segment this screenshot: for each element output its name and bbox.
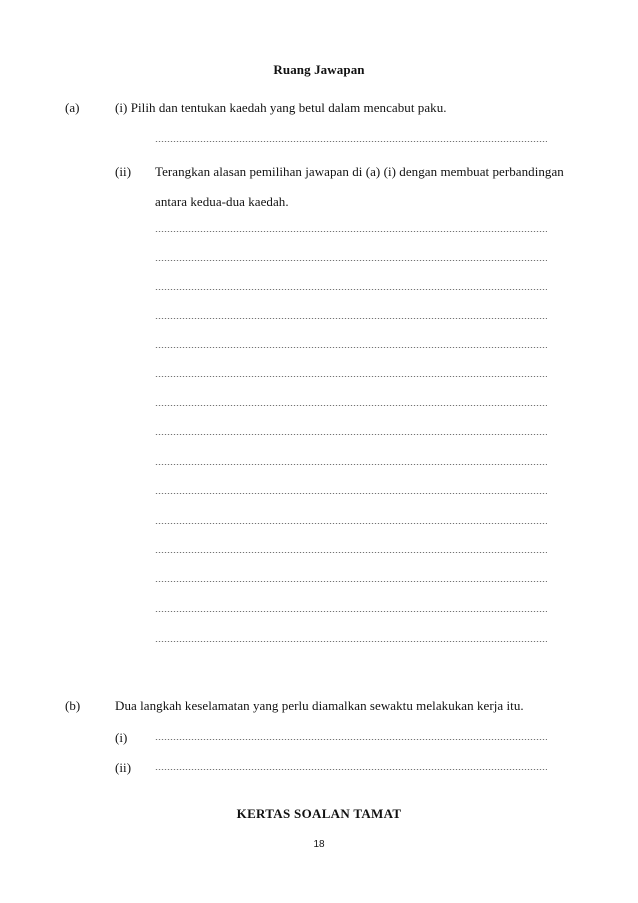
question-b-ii-label: (ii) — [115, 760, 132, 775]
answer-line[interactable] — [155, 289, 547, 290]
answer-line[interactable] — [155, 260, 547, 261]
answer-line-b-i[interactable] — [155, 739, 547, 740]
answer-line-a-i[interactable] — [155, 141, 547, 142]
question-a-ii-label: (ii) — [115, 164, 132, 179]
answer-line[interactable] — [155, 493, 547, 494]
answer-line[interactable] — [155, 318, 547, 319]
end-of-paper-text: KERTAS SOALAN TAMAT — [236, 806, 402, 821]
page-number: 18 — [313, 839, 325, 850]
question-b-label: (b) — [65, 698, 81, 713]
question-a-i-text: (i) Pilih dan tentukan kaedah yang betul dalam mencabut paku. — [115, 100, 447, 115]
question-b-i-label: (i) — [115, 730, 128, 745]
answer-line[interactable] — [155, 581, 547, 582]
answer-line[interactable] — [155, 464, 547, 465]
answer-line[interactable] — [155, 231, 547, 232]
page-title: Ruang Jawapan — [273, 62, 365, 77]
answer-line[interactable] — [155, 552, 547, 553]
answer-line-b-ii[interactable] — [155, 769, 547, 770]
question-a-label: (a) — [65, 100, 80, 115]
question-a-ii-text-line1: Terangkan alasan pemilihan jawapan di (a) (i) dengan membuat perbandingan — [155, 164, 564, 179]
question-b-text: Dua langkah keselamatan yang perlu diamalkan sewaktu melakukan kerja itu. — [115, 698, 524, 713]
question-a-ii-text-line2: antara kedua-dua kaedah. — [155, 194, 289, 209]
answer-line[interactable] — [155, 434, 547, 435]
answer-line[interactable] — [155, 347, 547, 348]
answer-line[interactable] — [155, 611, 547, 612]
answer-line[interactable] — [155, 405, 547, 406]
answer-line[interactable] — [155, 523, 547, 524]
answer-line[interactable] — [155, 376, 547, 377]
answer-line[interactable] — [155, 641, 547, 642]
